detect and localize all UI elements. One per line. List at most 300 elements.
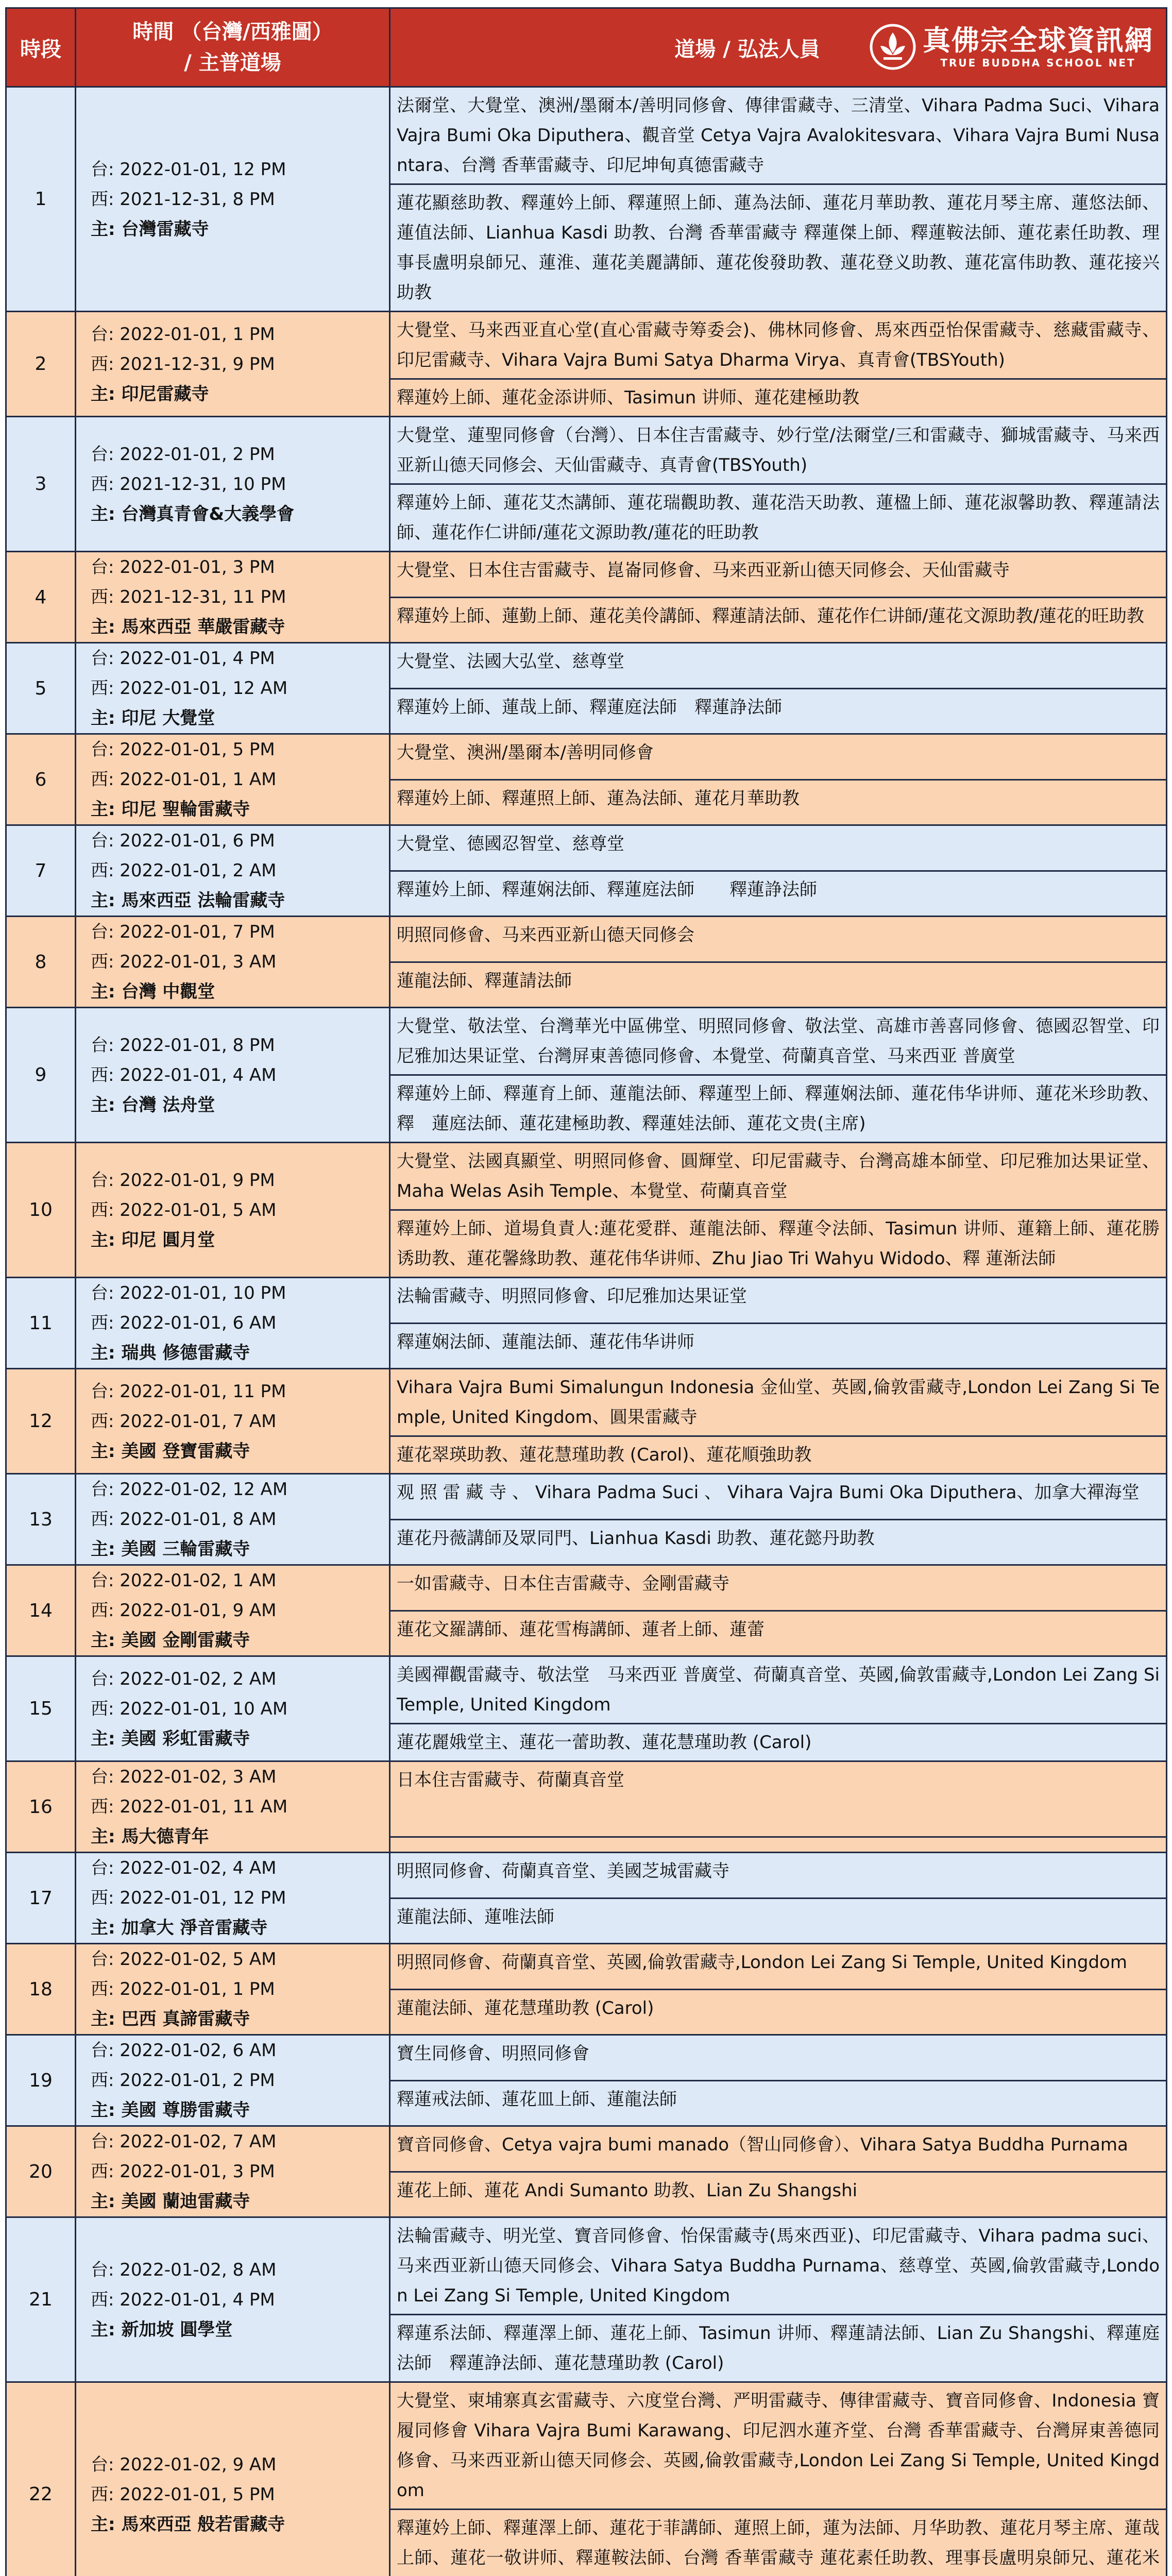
session-number: 5 [6,643,76,734]
main-temple-label: 主: [91,1343,115,1363]
time-taiwan-line [91,917,375,947]
time-taiwan-line [91,1030,375,1060]
main-temple-label: 主: [91,2100,115,2121]
dharma-staff: 釋蓮妗上師、道場負責人:蓮花愛群、蓮龍法師、釋蓮令法師、Tasimun 讲师、蓮籍上師、蓮花勝诱助教、蓮花馨緣助教、蓮花伟华讲师、Zhu Jiao Tri Wahyu Widodo、釋 蓮渐法師 [390,1210,1167,1278]
table-row [6,87,1167,184]
time-seattle-label: 西: [91,952,114,972]
table-row [6,643,1167,689]
time-taiwan-value: 2022-01-02, 8 AM [120,2259,277,2280]
main-temple-label: 主: [91,1229,115,1250]
table-row [6,2035,1167,2081]
main-temple-label: 主: [91,1918,115,1938]
main-temple-line [91,499,375,529]
time-seattle-label: 西: [91,587,114,607]
main-temple-value: 美國 金剛雷藏寺 [121,1630,250,1651]
main-temple-line [91,1822,375,1852]
time-seattle-value: 2022-01-01, 10 AM [120,1698,288,1719]
table-row [6,1656,1167,1724]
dharma-staff: 釋蓮妗上師、釋蓮娴法師、釋蓮庭法師 釋蓮諍法師 [390,871,1167,917]
time-taiwan-label: 台: [91,1668,114,1689]
time-seattle-value: 2022-01-01, 8 AM [120,1509,277,1530]
main-temple-label: 主: [91,2319,115,2340]
main-temple-line [91,2095,375,2125]
time-seattle-value: 2021-12-31, 10 PM [120,473,286,495]
main-temple-line [91,1436,375,1466]
main-temple-label: 主: [91,708,115,728]
table-row [6,1761,1167,1837]
time-taiwan-value: 2022-01-01, 3 PM [120,557,275,578]
time-taiwan-line [91,1165,375,1195]
logo-chinese-text: 真佛宗全球資訊網 [923,24,1153,57]
session-number: 2 [6,312,76,417]
time-seattle-line [91,673,375,703]
time-seattle-line [91,469,375,499]
time-seattle-line [91,765,375,794]
main-temple-line [91,977,375,1007]
main-temple-line [91,1338,375,1368]
main-temple-line [91,2004,375,2034]
main-temple-value: 馬來西亞 般若雷藏寺 [121,2514,285,2535]
main-temple-value: 印尼 圓月堂 [121,1229,215,1250]
table-row [6,825,1167,871]
session-time [76,1944,390,2035]
table-row [6,1008,1167,1075]
participating-temples: 明照同修會、马来西亚新山德天同修会 [390,917,1167,962]
participating-temples: 明照同修會、荷蘭真音堂、美國芝城雷藏寺 [390,1853,1167,1899]
time-seattle-value: 2022-01-01, 6 AM [120,1313,277,1333]
participating-temples: 大覺堂、敬法堂、台灣華光中區佛堂、明照同修會、敬法堂、高雄市善喜同修會、德國忍智堂、印尼雅加达果证堂、台灣屏東善德同修會、本覺堂、荷蘭真音堂、马来西亚 普廣堂 [390,1008,1167,1075]
dharma-staff: 釋蓮妗上師、蓮花艾杰講師、蓮花瑞觀助教、蓮花浩天助教、蓮楹上師、蓮花淑馨助教、釋蓮請法師、蓮花作仁讲師/蓮花文源助教/蓮花的旺助教 [390,484,1167,552]
time-seattle-label: 西: [91,2070,114,2091]
dharma-staff: 釋蓮妗上師、蓮花金添讲师、Tasimun 讲师、蓮花建極助教 [390,379,1167,417]
time-taiwan-line [91,2450,375,2480]
main-temple-line [91,703,375,733]
site-logo [869,16,1158,78]
time-taiwan-value: 2022-01-01, 8 PM [120,1035,275,1056]
main-temple-label: 主: [91,1094,115,1115]
session-time [76,917,390,1008]
main-temple-line [91,612,375,642]
session-time [76,734,390,825]
time-seattle-label: 西: [91,353,114,375]
main-temple-label: 主: [91,2514,115,2535]
time-taiwan-value: 2022-01-02, 4 AM [120,1858,277,1878]
session-number: 7 [6,825,76,917]
dharma-staff: 蓮花上師、蓮花 Andi Sumanto 助教、Lian Zu Shangshi [390,2172,1167,2217]
session-number: 16 [6,1761,76,1853]
dharma-staff: 蓮龍法師、釋蓮請法師 [390,962,1167,1008]
time-seattle-label: 西: [91,1509,114,1530]
main-temple-line [91,2510,375,2539]
time-seattle-value: 2021-12-31, 9 PM [120,353,275,375]
session-time [76,1008,390,1143]
time-taiwan-line [91,155,375,184]
time-taiwan-label: 台: [91,1479,114,1500]
time-seattle-line [91,2480,375,2510]
participating-temples: 寶音同修會、Cetya vajra bumi manado（智山同修會）、Vihara Satya Buddha Purnama [390,2126,1167,2172]
session-number: 1 [6,87,76,312]
main-temple-value: 美國 蘭迪雷藏寺 [121,2191,250,2212]
table-row [6,1369,1167,1436]
table-row [6,2382,1167,2510]
main-temple-line [91,1625,375,1655]
time-seattle-value: 2021-12-31, 8 PM [120,189,275,210]
main-temple-line [91,1913,375,1943]
time-taiwan-value: 2022-01-02, 3 AM [120,1767,277,1787]
participating-temples: 寶生同修會、明照同修會 [390,2035,1167,2081]
time-seattle-line [91,349,375,379]
time-taiwan-value: 2022-01-02, 12 AM [120,1479,288,1500]
time-taiwan-label: 台: [91,1170,114,1191]
main-temple-label: 主: [91,1440,115,1462]
main-temple-label: 主: [91,981,115,1002]
time-seattle-value: 2022-01-01, 5 AM [120,1199,277,1221]
table-row [6,312,1167,379]
time-seattle-line [91,1195,375,1225]
time-seattle-label: 西: [91,1064,114,1086]
time-taiwan-line [91,2255,375,2285]
main-temple-label: 主: [91,890,115,911]
time-taiwan-label: 台: [91,1381,114,1402]
dharma-staff: 釋蓮妗上師、釋蓮澤上師、蓮花于菲講師、蓮照上師，蓮为法師、月华助教、蓮花月琴主席、蓮哉上師、蓮花一敬讲师、釋蓮鞍法師、台灣 香華雷藏寺 蓮花素任助教、理事長盧明泉師兄、蓮花米 [390,2510,1167,2576]
time-taiwan-label: 台: [91,1949,114,1970]
time-taiwan-value: 2022-01-01, 4 PM [120,648,275,669]
time-taiwan-label: 台: [91,1858,114,1878]
time-seattle-line [91,1504,375,1534]
time-seattle-value: 2021-12-31, 11 PM [120,587,286,607]
main-temple-line [91,1090,375,1120]
main-temple-line [91,1724,375,1754]
main-temple-value: 印尼 大覺堂 [121,708,215,728]
time-seattle-label: 西: [91,1979,114,1999]
time-seattle-line [91,2285,375,2315]
session-time [76,1278,390,1369]
time-seattle-value: 2022-01-01, 12 AM [120,678,288,699]
main-temple-value: 瑞典 修德雷藏寺 [121,1343,250,1363]
main-temple-label: 主: [91,218,115,240]
time-taiwan-value: 2022-01-01, 9 PM [120,1170,275,1191]
time-taiwan-label: 台: [91,1570,114,1591]
session-number: 3 [6,417,76,552]
dharma-staff: 蓮花文羅講師、蓮花雪梅講師、蓮者上師、蓮蕾 [390,1611,1167,1656]
session-time [76,1761,390,1853]
time-taiwan-value: 2022-01-02, 7 AM [120,2131,277,2152]
participating-temples: 大覺堂、马来西亚直心堂(直心雷藏寺筹委会)、佛林同修會、馬來西亞怡保雷藏寺、慈藏雷藏寺、印尼雷藏寺、Vihara Vajra Bumi Satya Dharma Virya、真青會(TBSYouth) [390,312,1167,379]
time-taiwan-line [91,1944,375,1974]
participating-temples: 日本住吉雷藏寺、荷蘭真音堂 [390,1761,1167,1837]
main-temple-line [91,2315,375,2345]
time-seattle-line [91,184,375,214]
session-number: 12 [6,1369,76,1474]
time-taiwan-value: 2022-01-01, 11 PM [120,1381,286,1402]
time-seattle-value: 2022-01-01, 9 AM [120,1600,277,1621]
session-number: 10 [6,1143,76,1278]
main-temple-label: 主: [91,617,115,637]
table-row [6,2217,1167,2315]
time-taiwan-label: 台: [91,648,114,669]
dharma-staff: 蓮龍法師、蓮唯法師 [390,1898,1167,1944]
time-taiwan-value: 2022-01-01, 5 PM [120,739,275,760]
header-session: 時段 [6,8,76,87]
main-temple-line [91,214,375,244]
time-seattle-value: 2022-01-01, 12 PM [120,1888,286,1908]
participating-temples: 大覺堂、法國真顯堂、明照同修會、圓輝堂、印尼雷藏寺、台灣高雄本師堂、印尼雅加达果证堂、Maha Welas Asih Temple、本覺堂、荷蘭真音堂 [390,1143,1167,1210]
session-time [76,87,390,312]
time-seattle-value: 2022-01-01, 4 PM [120,2289,275,2310]
session-number: 17 [6,1853,76,1944]
main-temple-label: 主: [91,383,115,404]
session-time [76,1474,390,1565]
session-number: 4 [6,552,76,643]
session-number: 18 [6,1944,76,2035]
time-taiwan-line [91,552,375,582]
time-taiwan-label: 台: [91,922,114,942]
time-taiwan-line [91,1664,375,1694]
session-number: 13 [6,1474,76,1565]
table-row [6,917,1167,962]
session-number: 8 [6,917,76,1008]
time-taiwan-value: 2022-01-01, 6 PM [120,831,275,851]
dharma-staff: 釋蓮妗上師、釋蓮照上師、蓮為法師、蓮花月華助教 [390,779,1167,825]
main-temple-value: 印尼雷藏寺 [121,383,209,404]
time-seattle-value: 2022-01-01, 2 PM [120,2070,275,2091]
time-seattle-label: 西: [91,678,114,699]
dharma-staff: 釋蓮妗上師、蓮勤上師、蓮花美伶講師、釋蓮請法師、蓮花作仁讲師/蓮花文源助教/蓮花的旺助教 [390,597,1167,643]
time-seattle-label: 西: [91,189,114,210]
main-temple-value: 馬來西亞 法輪雷藏寺 [121,890,285,911]
main-temple-value: 美國 彩虹雷藏寺 [121,1728,250,1749]
table-row [6,1944,1167,1990]
time-seattle-label: 西: [91,2289,114,2310]
time-taiwan-value: 2022-01-01, 7 PM [120,922,275,942]
main-temple-value: 美國 尊勝雷藏寺 [121,2100,250,2121]
time-taiwan-value: 2022-01-01, 2 PM [120,444,275,465]
session-time [76,1143,390,1278]
time-seattle-line [91,1792,375,1822]
participating-temples: 一如雷藏寺、日本住吉雷藏寺、金剛雷藏寺 [390,1565,1167,1611]
schedule-table [5,7,1167,2576]
session-number: 15 [6,1656,76,1761]
time-taiwan-label: 台: [91,1283,114,1303]
session-time [76,312,390,417]
time-taiwan-label: 台: [91,159,114,180]
time-seattle-line [91,1974,375,2004]
time-taiwan-label: 台: [91,2040,114,2061]
main-temple-value: 美國 登寶雷藏寺 [121,1440,250,1462]
time-taiwan-label: 台: [91,444,114,465]
session-time [76,1853,390,1944]
header-place [390,8,1167,87]
main-temple-label: 主: [91,2191,115,2212]
dharma-staff: 釋蓮妗上師、釋蓮育上師、蓮龍法師、釋蓮型上師、釋蓮娴法師、蓮花伟华讲师、蓮花米珍助教、釋 蓮庭法師、蓮花建極助教、釋蓮娃法師、蓮花文贵(主席) [390,1075,1167,1143]
time-taiwan-value: 2022-01-02, 2 AM [120,1668,277,1689]
participating-temples: 观 照 雷 藏 寺 、 Vihara Padma Suci 、 Vihara Vajra Bumi Oka Diputhera、加拿大禪海堂 [390,1474,1167,1520]
time-seattle-line [91,1883,375,1913]
dharma-staff [390,1837,1167,1852]
session-time [76,1656,390,1761]
time-taiwan-label: 台: [91,739,114,760]
time-seattle-line [91,2157,375,2187]
time-taiwan-line [91,439,375,469]
session-time [76,2382,390,2576]
time-seattle-label: 西: [91,1797,114,1817]
participating-temples: 美國禪觀雷藏寺、敬法堂 马来西亚 普廣堂、荷蘭真音堂、英國,倫敦雷藏寺,London Lei Zang Si Temple, United Kingdom [390,1656,1167,1724]
time-taiwan-value: 2022-01-01, 1 PM [120,324,275,345]
session-number: 20 [6,2126,76,2217]
time-seattle-label: 西: [91,1600,114,1621]
main-temple-value: 台灣 法舟堂 [121,1094,215,1115]
time-seattle-line [91,1308,375,1338]
time-taiwan-line [91,643,375,673]
time-taiwan-value: 2022-01-02, 5 AM [120,1949,277,1970]
table-row [6,1565,1167,1611]
header-row [6,8,1167,87]
session-time [76,417,390,552]
time-taiwan-line [91,2036,375,2065]
time-seattle-label: 西: [91,1199,114,1221]
time-taiwan-label: 台: [91,557,114,578]
time-seattle-label: 西: [91,2484,114,2505]
table-row [6,1278,1167,1324]
participating-temples: 法輪雷藏寺、明照同修會、印尼雅加达果证堂 [390,1278,1167,1324]
time-taiwan-value: 2022-01-02, 1 AM [120,1570,277,1591]
table-row [6,417,1167,484]
session-number: 14 [6,1565,76,1656]
main-temple-value: 台灣 中觀堂 [121,981,215,1002]
participating-temples: 大覺堂、柬埔寨真玄雷藏寺、六度堂台灣、严明雷藏寺、傳律雷藏寺、寶音同修會、Indonesia 寶履同修會 Vihara Vajra Bumi Karawang、印尼泗水蓮齐堂、台灣 香華雷藏寺、台灣屏東善德同修會、马来西亚新山德天同修会、英國,倫敦雷藏寺,London Lei Zang Si Temple, United Kingdom [390,2382,1167,2510]
table-row [6,2126,1167,2172]
time-seattle-line [91,1406,375,1436]
table-row [6,734,1167,780]
session-time [76,2126,390,2217]
dharma-staff: 蓮花顯慈助教、釋蓮妗上師、釋蓮照上師、蓮為法師、蓮花月華助教、蓮花月琴主席、蓮悠法師、蓮值法師、Lianhua Kasdi 助教、台灣 香華雷藏寺 釋蓮傑上師、釋蓮鞍法師、蓮花素任助教、理事長盧明泉師兄、蓮淮、蓮花美麗講師、蓮花俊發助教、蓮花登义助教、蓮花富伟助教、蓮花接兴助教 [390,184,1167,312]
time-taiwan-value: 2022-01-01, 12 PM [120,159,286,180]
participating-temples: 大覺堂、澳洲/墨爾本/善明同修會 [390,734,1167,780]
main-temple-label: 主: [91,1539,115,1560]
dharma-staff: 釋蓮戒法師、蓮花皿上師、蓮龍法師 [390,2080,1167,2126]
time-seattle-label: 西: [91,1313,114,1333]
time-taiwan-label: 台: [91,1767,114,1787]
time-seattle-line [91,1596,375,1625]
schedule-body [6,87,1167,2576]
time-seattle-line [91,1694,375,1724]
time-taiwan-line [91,1566,375,1596]
time-taiwan-line [91,1853,375,1883]
dharma-staff: 蓮花丹薇講師及眾同門、Lianhua Kasdi 助教、蓮花懿丹助教 [390,1519,1167,1565]
time-seattle-value: 2022-01-01, 11 AM [120,1797,288,1817]
session-number: 22 [6,2382,76,2576]
time-seattle-label: 西: [91,2161,114,2182]
time-taiwan-label: 台: [91,324,114,345]
participating-temples: 法爾堂、大覺堂、澳洲/墨爾本/善明同修會、傳律雷藏寺、三清堂、Vihara Padma Suci、Vihara Vajra Bumi Oka Diputhera、觀音堂 Cetya Vajra Avalokitesvara、Vihara Vajra Bumi Nusantara、台灣 香華雷藏寺、印尼坤甸真德雷藏寺 [390,87,1167,184]
time-seattle-value: 2022-01-01, 2 AM [120,860,277,881]
table-row [6,552,1167,598]
main-temple-line [91,794,375,824]
main-temple-label: 主: [91,1630,115,1651]
dharma-staff: 蓮花麗娥堂主、蓮花一蕾助教、蓮花慧瑾助教 (Carol) [390,1724,1167,1761]
time-taiwan-line [91,319,375,349]
table-row [6,1853,1167,1899]
time-seattle-value: 2022-01-01, 3 PM [120,2161,275,2182]
main-temple-value: 美國 三輪雷藏寺 [121,1539,250,1560]
session-time [76,2035,390,2126]
time-taiwan-line [91,1762,375,1792]
session-number: 21 [6,2217,76,2382]
main-temple-value: 台灣雷藏寺 [121,218,209,240]
time-taiwan-value: 2022-01-02, 9 AM [120,2454,277,2475]
participating-temples: 大覺堂、蓮聖同修會（台灣）、日本住吉雷藏寺、妙行堂/法爾堂/三和雷藏寺、獅城雷藏寺、马来西亚新山德天同修会、天仙雷藏寺、真青會(TBSYouth) [390,417,1167,484]
time-taiwan-label: 台: [91,2454,114,2475]
table-row [6,1474,1167,1520]
time-seattle-value: 2022-01-01, 1 PM [120,1979,275,1999]
time-seattle-value: 2022-01-01, 7 AM [120,1411,277,1432]
session-time [76,825,390,917]
time-seattle-line [91,1060,375,1090]
time-seattle-value: 2022-01-01, 5 PM [120,2484,275,2505]
header-place-label: 道場 / 弘法人員 [674,37,820,61]
dharma-staff: 釋蓮妗上師、蓮哉上師、釋蓮庭法師 釋蓮諍法師 [390,688,1167,734]
participating-temples: 大覺堂、德國忍智堂、慈尊堂 [390,825,1167,871]
main-temple-value: 台灣真青會&大義學會 [121,503,295,524]
session-time [76,1369,390,1474]
header-time-line2: / 主普道場 [184,51,281,75]
session-time [76,2217,390,2382]
main-temple-label: 主: [91,799,115,820]
session-number: 11 [6,1278,76,1369]
time-taiwan-line [91,826,375,856]
session-number: 19 [6,2035,76,2126]
main-temple-line [91,1225,375,1255]
main-temple-label: 主: [91,1728,115,1749]
time-seattle-value: 2022-01-01, 4 AM [120,1064,277,1086]
dharma-staff: 蓮花翠瑛助教、蓮花慧瑾助教 (Carol)、蓮花順強助教 [390,1436,1167,1474]
main-temple-value: 馬大德青年 [121,1826,209,1847]
time-taiwan-label: 台: [91,2259,114,2280]
header-time [76,8,390,87]
main-temple-label: 主: [91,503,115,524]
main-temple-line [91,379,375,409]
session-time [76,552,390,643]
participating-temples: 大覺堂、日本住吉雷藏寺、崑崙同修會、马来西亚新山德天同修会、天仙雷藏寺 [390,552,1167,598]
lotus-logo-icon [869,23,916,71]
time-seattle-line [91,2065,375,2095]
time-seattle-label: 西: [91,769,114,790]
time-seattle-line [91,856,375,886]
main-temple-value: 巴西 真諦雷藏寺 [121,2009,250,2029]
time-taiwan-line [91,1475,375,1504]
main-temple-line [91,2187,375,2216]
participating-temples: Vihara Vajra Bumi Simalungun Indonesia 金仙堂、英國,倫敦雷藏寺,London Lei Zang Si Temple, United Kingdom、圓果雷藏寺 [390,1369,1167,1436]
time-seattle-line [91,582,375,612]
table-row [6,1143,1167,1210]
time-seattle-value: 2022-01-01, 1 AM [120,769,277,790]
dharma-staff: 釋蓮娴法師、蓮龍法師、蓮花伟华讲师 [390,1323,1167,1369]
session-number: 9 [6,1008,76,1143]
session-time [76,643,390,734]
main-temple-value: 新加坡 圓學堂 [121,2319,233,2340]
time-seattle-label: 西: [91,860,114,881]
dharma-staff: 蓮龍法師、蓮花慧瑾助教 (Carol) [390,1989,1167,2035]
main-temple-line [91,886,375,916]
main-temple-value: 馬來西亞 華嚴雷藏寺 [121,617,285,637]
logo-english-text: TRUE BUDDHA SCHOOL NET [940,57,1136,69]
session-number: 6 [6,734,76,825]
main-temple-label: 主: [91,2009,115,2029]
time-taiwan-label: 台: [91,1035,114,1056]
time-seattle-line [91,947,375,977]
time-taiwan-line [91,735,375,765]
main-temple-value: 印尼 聖輪雷藏寺 [121,799,250,820]
